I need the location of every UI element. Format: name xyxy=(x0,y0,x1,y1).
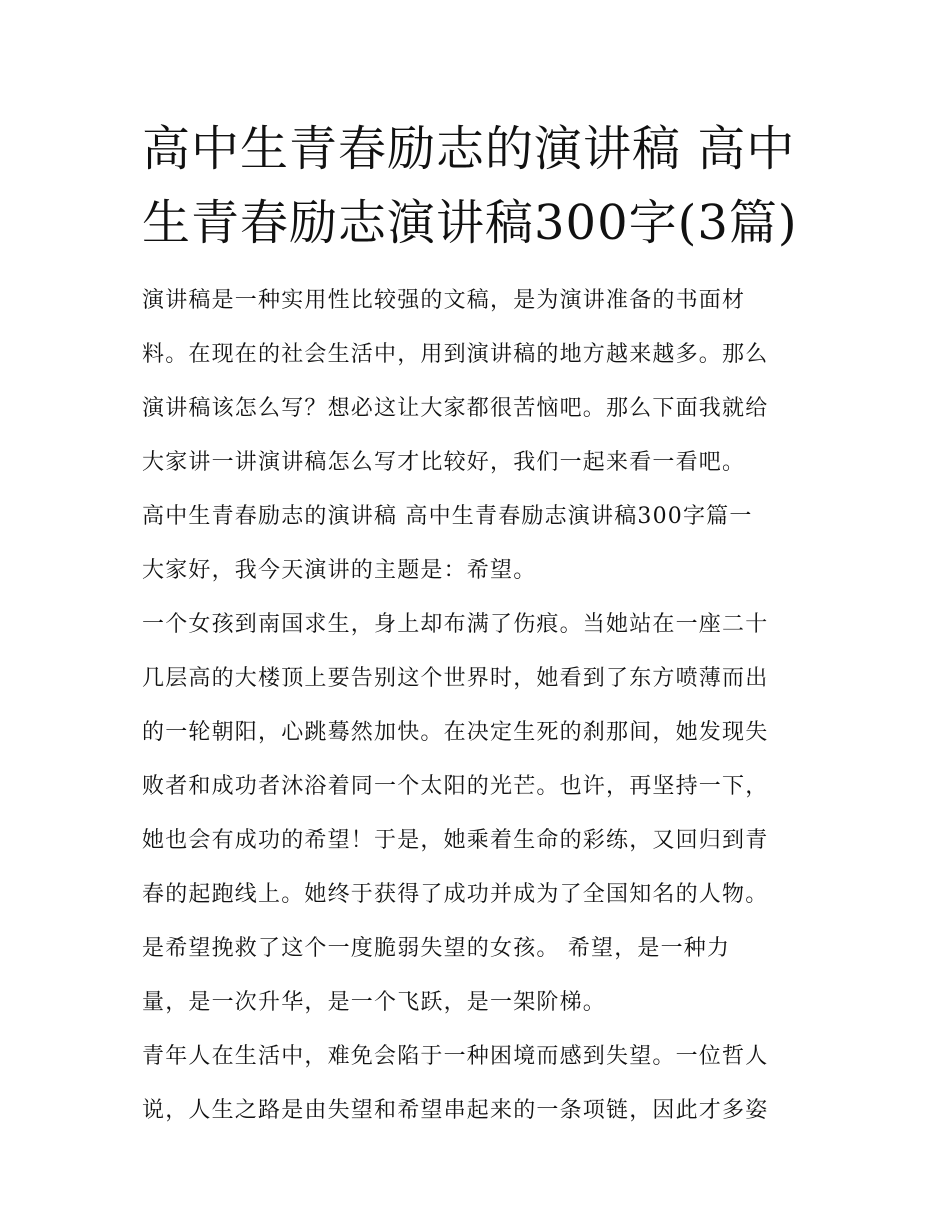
body-line: 量，是一次升华，是一个飞跃，是一架阶梯。 xyxy=(142,990,607,1015)
body-line: 大家好，我今天演讲的主题是：希望。 xyxy=(142,558,537,583)
section-heading: 高中生青春励志的演讲稿 高中生青春励志演讲稿300字篇一 xyxy=(142,504,753,529)
body-line: 说，人生之路是由失望和希望串起来的一条项链，因此才多姿 xyxy=(142,1098,769,1123)
body-line: 演讲稿是一种实用性比较强的文稿，是为演讲准备的书面材 xyxy=(142,288,746,313)
body-line: 春的起跑线上。她终于获得了成功并成为了全国知名的人物。 xyxy=(142,882,769,907)
body-line: 青年人在生活中，难免会陷于一种困境而感到失望。一位哲人 xyxy=(142,1044,769,1069)
body-line: 料。在现在的社会生活中，用到演讲稿的地方越来越多。那么 xyxy=(142,342,769,367)
body-line: 的一轮朝阳，心跳蓦然加快。在决定生死的刹那间，她发现失 xyxy=(142,720,769,745)
title-line: 生青春励志演讲稿300字(3篇) xyxy=(142,195,798,251)
title-line: 高中生青春励志的演讲稿 高中 xyxy=(142,121,796,177)
document-title xyxy=(142,112,822,260)
body-line: 是希望挽救了这个一度脆弱失望的女孩。 希望，是一种力 xyxy=(142,936,731,961)
body-line: 一个女孩到南国求生，身上却布满了伤痕。当她站在一座二十 xyxy=(142,612,769,637)
document-body xyxy=(142,274,822,1138)
body-line: 败者和成功者沐浴着同一个太阳的光芒。也许，再坚持一下， xyxy=(142,774,769,799)
body-line: 她也会有成功的希望！于是，她乘着生命的彩练，又回归到青 xyxy=(142,828,769,853)
body-line: 几层高的大楼顶上要告别这个世界时，她看到了东方喷薄而出 xyxy=(142,666,769,691)
body-line: 大家讲一讲演讲稿怎么写才比较好，我们一起来看一看吧。 xyxy=(142,450,746,475)
body-line: 演讲稿该怎么写？想必这让大家都很苦恼吧。那么下面我就给 xyxy=(142,396,769,421)
